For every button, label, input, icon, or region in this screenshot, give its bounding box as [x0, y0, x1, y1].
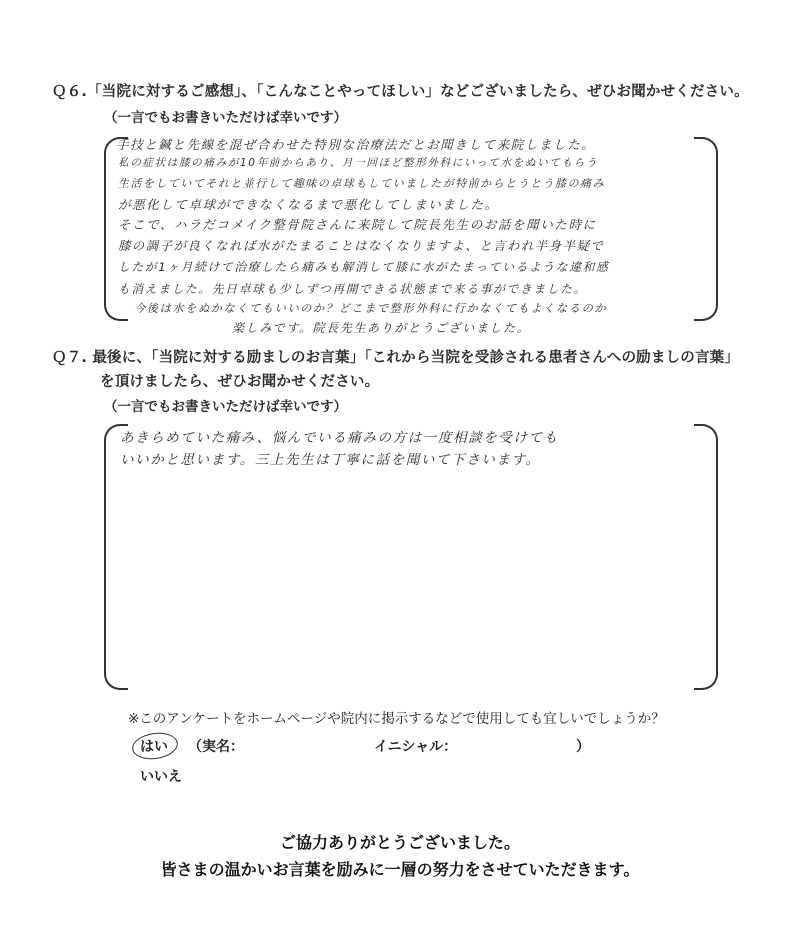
initial-label: イニシャル：	[374, 739, 458, 755]
q6-answer-line: 楽しみです。院長先生ありがとうございました。	[232, 321, 531, 335]
q6-answer-line: 生活をしていてそれと並行して趣味の卓球もしていましたが特前からとうとう膝の痛み	[118, 177, 606, 190]
q7-question-line2: を頂けましたら、ぜひお聞かせください。	[100, 374, 380, 390]
q7-bracket-right	[694, 424, 718, 690]
thanks-line1: ご協力ありがとうございました。	[279, 833, 520, 852]
q7-answer-line: いいかと思います。三上先生は丁寧に話を聞いて下さいます。	[120, 452, 541, 468]
consent-notice: ※このアンケートをホームページや院内に掲示するなどで使用しても宜しいでしょうか？	[128, 711, 665, 727]
q6-answer-line: したが1ヶ月続けて治療したら痛みも解消して膝に水がたまっているような違和感	[118, 260, 610, 274]
q6-bracket-right	[694, 137, 718, 321]
q6-answer-line: 膝の調子が良くなれば水がたまることはなくなりますよ、と言われ半身半疑で	[118, 239, 605, 253]
consent-yes-option[interactable]: はい	[140, 739, 168, 755]
q6-answer-line: そこで、ハラだコメイク整骨院さんに来院して院長先生のお話を聞いた時に	[118, 217, 597, 232]
q7-question-line1: Ｑ７. 最後に、「当院に対する励ましのお言葉」「これから当院を受診される患者さんへの励ましの言葉」	[52, 350, 740, 366]
q7-hint: （一言でもお書きいただけば幸いです）	[104, 399, 347, 415]
q6-question: Ｑ６.「当院に対するご感想」、「こんなことやってほしい」などございましたら、ぜひお聞かせください。	[52, 84, 749, 100]
consent-no-option[interactable]: いいえ	[140, 769, 182, 785]
q6-answer-line: も消えました。先日卓球も少しずつ再開できる状態まで来る事ができました。	[118, 282, 587, 296]
q6-hint: （一言でもお書きいただけば幸いです）	[104, 110, 347, 126]
q6-answer-line: 私の症状は膝の痛みが10年前からあり、月一回ほど整形外科にいって水をぬいてもらう	[118, 157, 599, 169]
thanks-line2: 皆さまの温かいお言葉を励みに一層の努力をさせていただきます。	[160, 860, 640, 879]
q6-answer-line: が悪化して卓球ができなくなるまで悪化してしまいました。	[118, 197, 499, 212]
q6-answer-line: 今後は水をぬかなくてもいいのか？どこまで整形外科に行かなくてもよくなるのか	[134, 302, 608, 315]
close-paren: ）	[576, 739, 590, 755]
q7-answer-line: あきらめていた痛み、悩んでいる痛みの方は一度相談を受けても	[120, 430, 559, 446]
real-name-label: （実名：	[188, 739, 244, 755]
q6-answer-line: 手技と鍼と先線を混ぜ合わせた特別な治療法だとお聞きして来院しました。	[116, 137, 596, 152]
